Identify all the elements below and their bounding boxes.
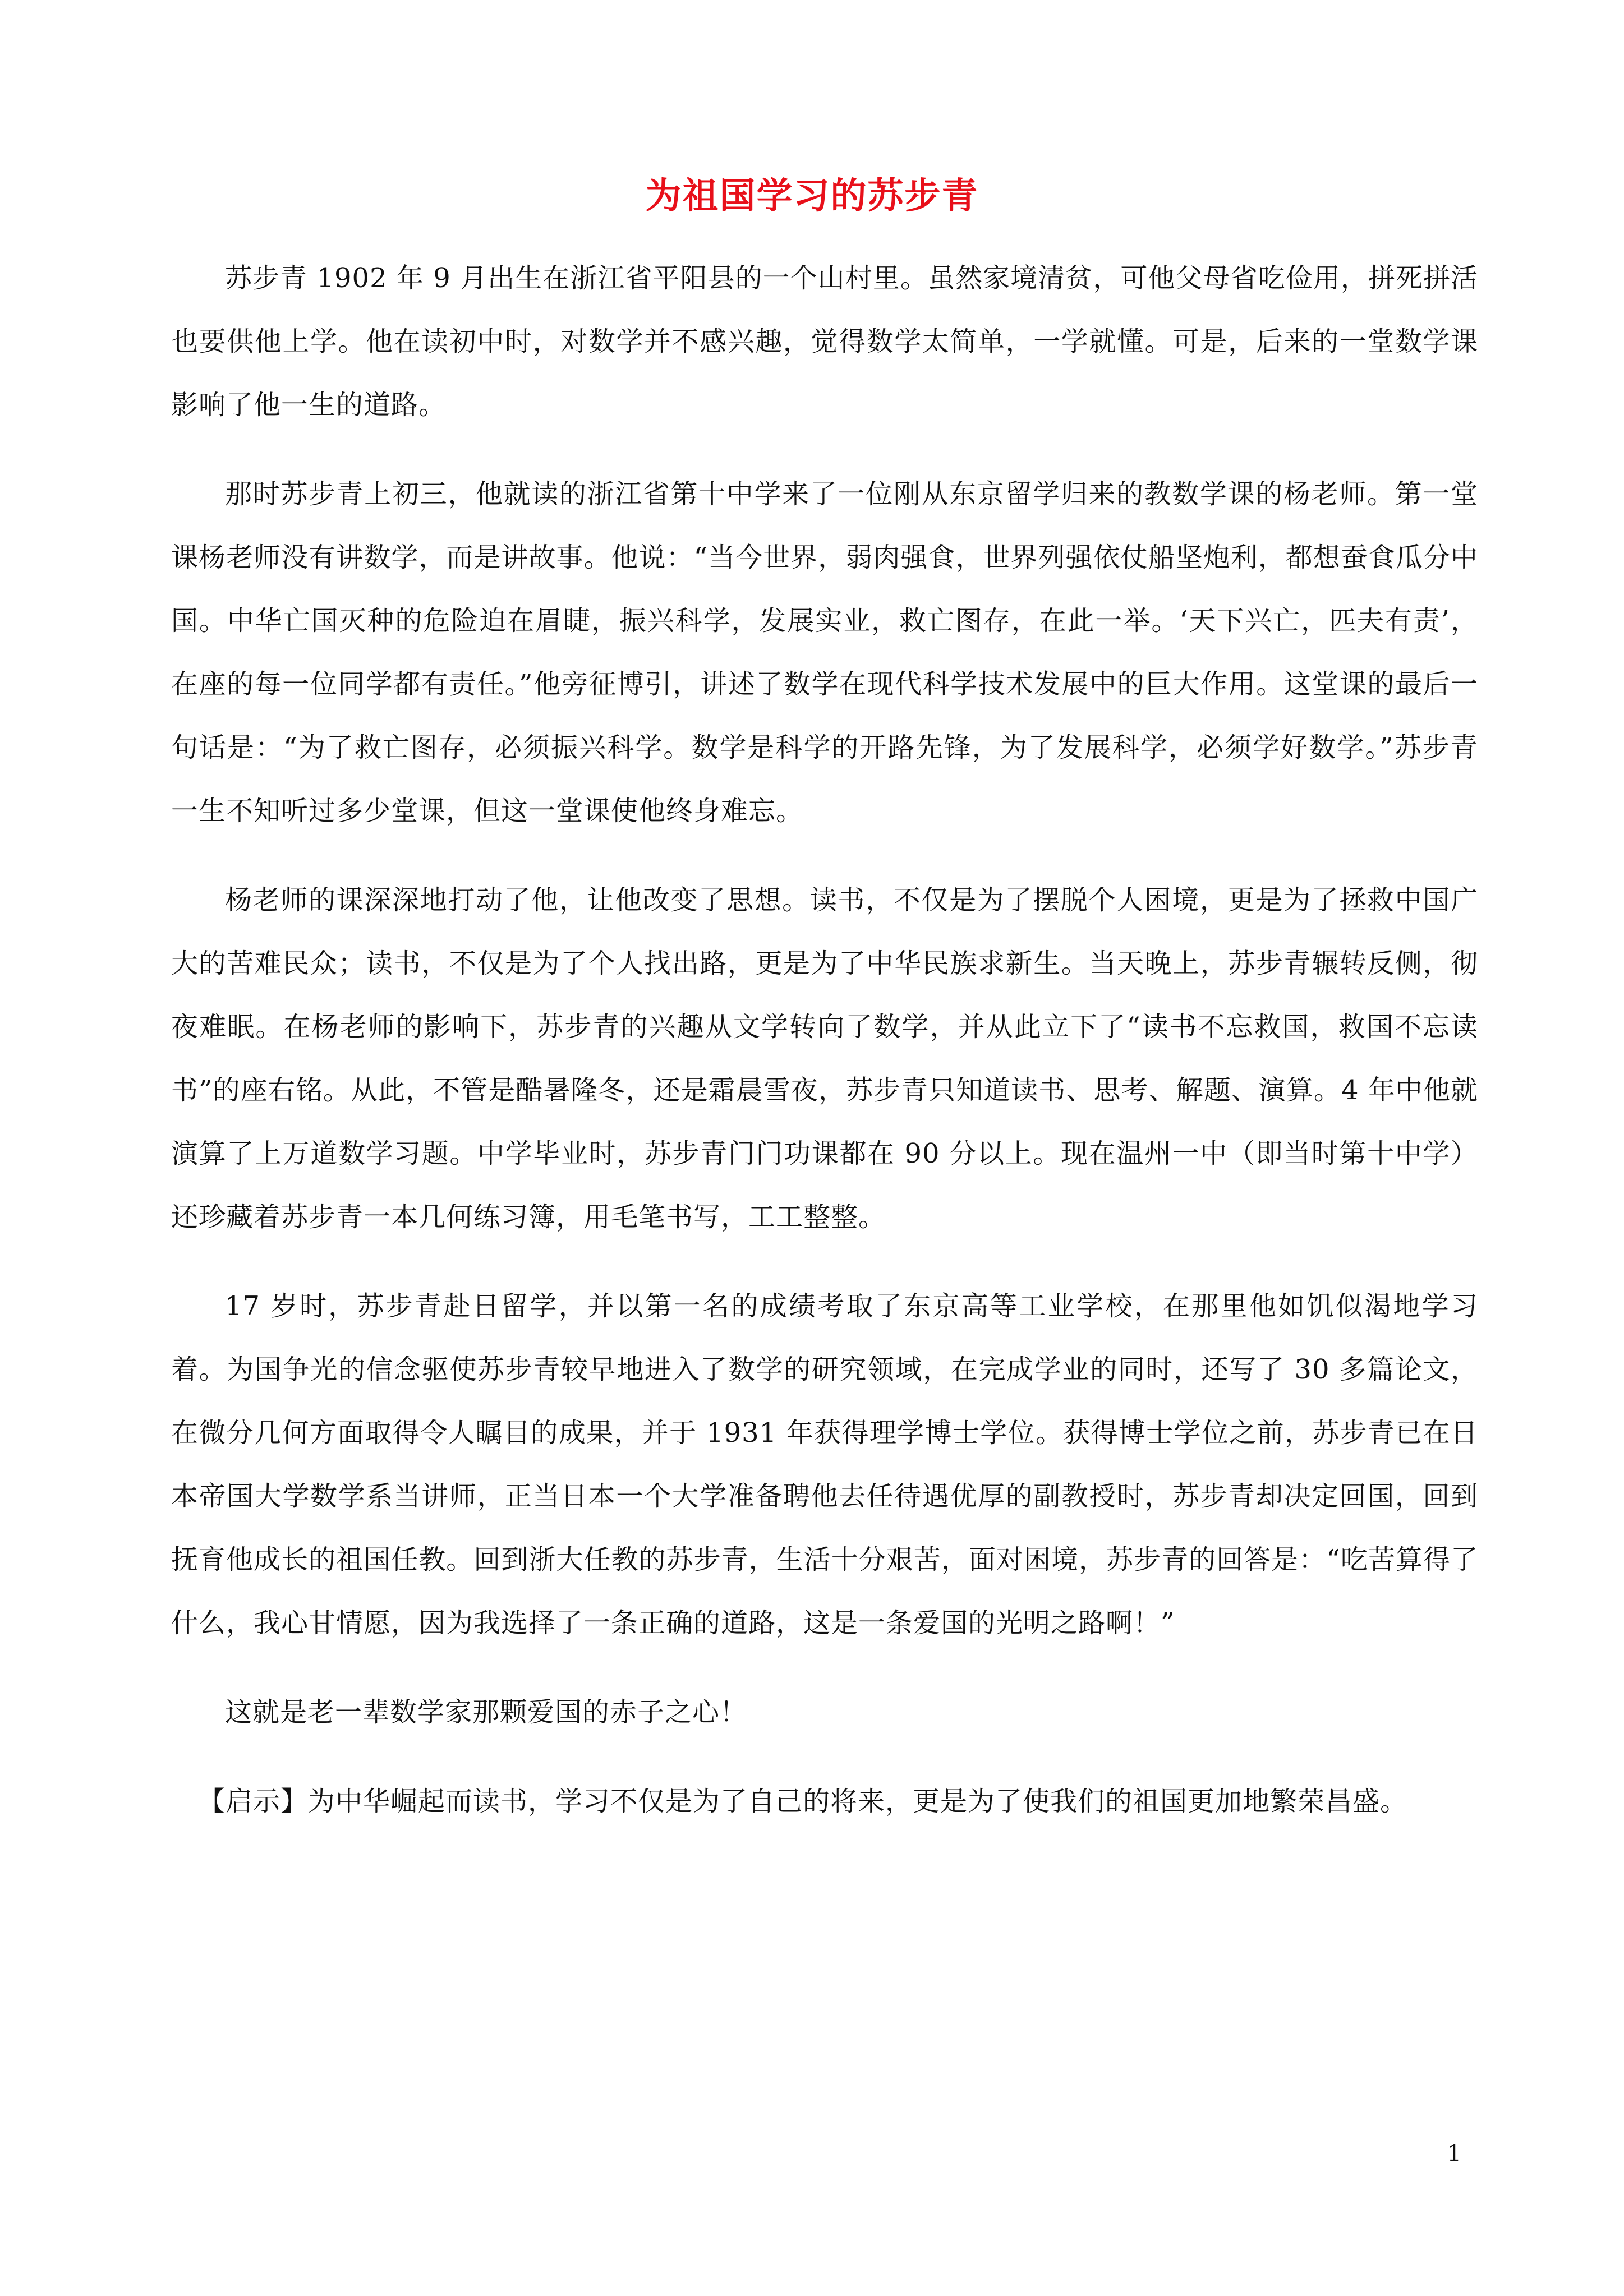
paragraph-patriotic-heart: 这就是老一辈数学家那颗爱国的赤子之心！: [225, 1696, 748, 1728]
article-body: [171, 247, 1478, 1859]
paragraph-study-abroad: 17 岁时，苏步青赴日留学，并以第一名的成绩考取了东京高等工业学校，在那里他如饥似渴地学习着。为国争光的信念驱使苏步青较早地进入了数学的研究领域，在完成学业的同时，还写了 30 多篇论文，在微分几何方面取得令人瞩目的成果，并于 1931 年获得理学博士学位。获得博士学位之前，苏步青已在日本帝国大学数学系当讲师，正当日本一个大学准备聘他去任待遇优厚的副教授时，苏步青却决定回国，回到抚育他成长的祖国任教。回到浙大任教的苏步青，生活十分艰苦，面对困境，苏步青的回答是：“吃苦算得了什么，我心甘情愿，因为我选择了一条正确的道路，这是一条爱国的光明之路啊！”: [171, 1290, 1478, 1639]
paragraph-change-of-mind: 杨老师的课深深地打动了他，让他改变了思想。读书，不仅是为了摆脱个人困境，更是为了拯救中国广大的苦难民众；读书，不仅是为了个人找出路，更是为了中华民族求新生。当天晚上，苏步青辗转反侧，彻夜难眠。在杨老师的影响下，苏步青的兴趣从文学转向了数学，并从此立下了“读书不忘救国，救国不忘读书”的座右铭。从此，不管是酷暑隆冬，还是霜晨雪夜，苏步青只知道读书、思考、解题、演算。4 年中他就演算了上万道数学习题。中学毕业时，苏步青门门功课都在 90 分以上。现在温州一中（即当时第十中学）还珍藏着苏步青一本几何练习簿，用毛笔书写，工工整整。: [171, 884, 1478, 1233]
page-number: 1: [1447, 2141, 1461, 2166]
paragraph-birth: 苏步青 1902 年 9 月出生在浙江省平阳县的一个山村里。虽然家境清贫，可他父母省吃俭用，拼死拼活也要供他上学。他在读初中时，对数学并不感兴趣，觉得数学太简单，一学就懂。可是，后来的一堂数学课影响了他一生的道路。: [171, 262, 1478, 421]
article-title: 为祖国学习的苏步青: [645, 175, 979, 217]
paragraph-inspiration: 【启示】为中华崛起而读书，学习不仅是为了自己的将来，更是为了使我们的祖国更加地繁荣昌盛。: [198, 1786, 1408, 1817]
paragraph-teacher-lesson: 那时苏步青上初三，他就读的浙江省第十中学来了一位刚从东京留学归来的教数学课的杨老师。第一堂课杨老师没有讲数学，而是讲故事。他说：“当今世界，弱肉强食，世界列强依仗船坚炮利，都想蚕食瓜分中国。中华亡国灭种的危险迫在眉睫，振兴科学，发展实业，救亡图存，在此一举。‘天下兴亡，匹夫有责’，在座的每一位同学都有责任。”他旁征博引，讲述了数学在现代科学技术发展中的巨大作用。这堂课的最后一句话是：“为了救亡图存，必须振兴科学。数学是科学的开路先锋，为了发展科学，必须学好数学。”苏步青一生不知听过多少堂课，但这一堂课使他终身难忘。: [171, 478, 1478, 827]
